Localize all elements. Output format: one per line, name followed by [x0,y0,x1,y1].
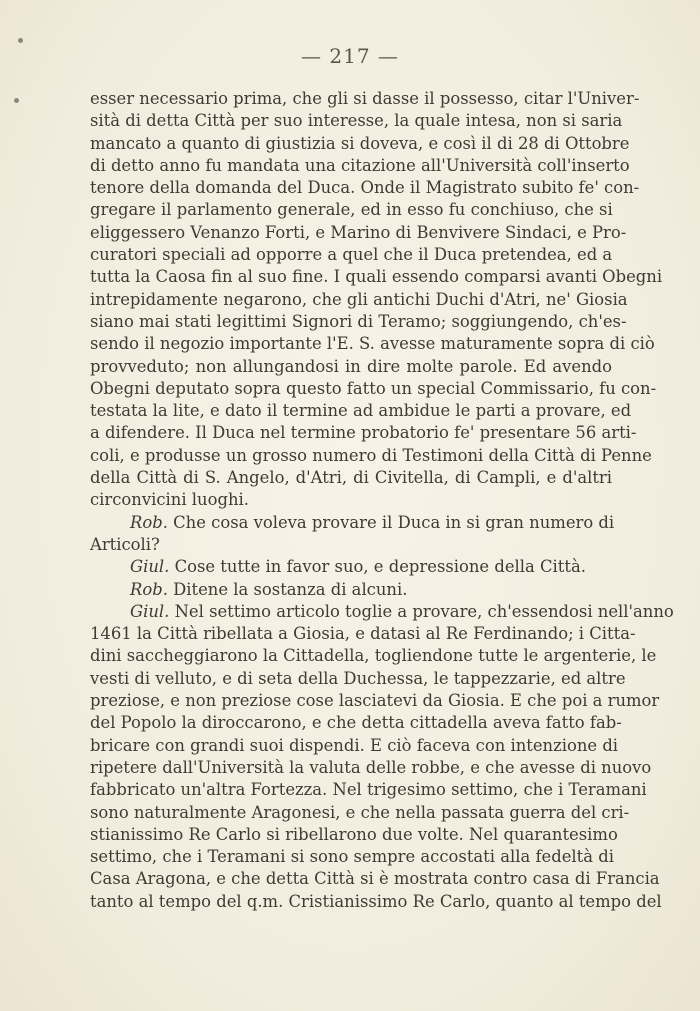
text-line [90,690,660,712]
line-text: Nel settimo articolo toglie a provare, ch'essendosi nell'anno [174,601,674,621]
text-line [90,868,660,890]
text-line [90,556,612,578]
text-line [90,289,628,311]
line-text: sità di detta Città per suo interesse, la quale intesa, non si saria [90,111,623,131]
line-text: ripetere dall'Università la valuta delle robbe, e che avesse di nuovo [90,757,652,777]
page-speck [18,38,23,43]
speaker-label: Giul. [130,601,170,621]
line-text: preziose, e non preziose cose lasciatevi da Giosia. E che poi a rumor [90,691,660,711]
text-line [90,735,619,757]
line-text: della Città di S. Angelo, d'Atri, di Civitella, di Campli, e d'altri [90,468,612,488]
speaker-label: Rob. [130,579,168,599]
line-text: provveduto; non allungandosi in dire molte parole. Ed avendo [90,356,612,376]
text-line [90,333,655,355]
line-text: Ditene la sostanza di alcuni. [173,579,408,599]
line-text: di detto anno fu mandata una citazione all'Università coll'inserto [90,155,630,175]
line-text: tutta la Caosa fin al suo fine. I quali essendo comparsi avanti Obegni [90,267,663,287]
text-line [90,601,674,623]
line-text: stianissimo Re Carlo si ribellarono due volte. Nel quarantesimo [90,824,618,844]
text-line [90,623,636,645]
text-line [90,244,612,266]
text-line [90,400,632,422]
text-line [90,846,612,868]
speaker-label: Rob. [130,512,168,532]
line-text: fabbricato un'altra Fortezza. Nel trigesimo settimo, che i Teramani [90,780,647,800]
speaker-label: Giul. [130,557,170,577]
line-text: vesti di velluto, e di seta della Duchessa, le tappezzarie, ed altre [90,668,626,688]
text-line [90,199,612,221]
text-line [90,88,640,110]
line-text: curatori speciali ad opporre a quel che il Duca pretendea, ed a [90,245,613,265]
text-line [90,534,612,556]
text-line [90,757,652,779]
text-line [90,177,640,199]
line-text: testata la lite, e dato il termine ad ambidue le parti a provare, ed [90,401,632,421]
line-text: coli, e produsse un grosso numero di Testimoni della Città di Penne [90,445,652,465]
line-text: bricare con grandi suoi dispendi. E ciò faceva con intenzione di [90,735,619,755]
line-text: gregare il parlamento generale, ed in esso fu conchiuso, che si [90,200,613,220]
line-text: Casa Aragona, e che detta Città si è mostrata contro casa di Francia [90,869,660,889]
line-text: dini saccheggiarono la Cittadella, togliendone tutte le argenterie, le [90,646,657,666]
text-line [90,579,612,601]
line-text: Cose tutte in favor suo, e depressione della Città. [174,557,586,577]
text-line [90,668,626,690]
line-text: eliggessero Venanzo Forti, e Marino di Benvivere Sindaci, e Pro- [90,222,627,242]
text-line [90,645,657,667]
line-text: siano mai stati legittimi Signori di Teramo; soggiungendo, ch'es- [90,311,627,331]
line-text: circonvicini luoghi. [90,490,249,510]
line-text: Obegni deputato sopra questo fatto un special Commissario, fu con- [90,378,657,398]
page-number: — 217 — [301,44,399,68]
text-line [90,891,662,913]
text-line [90,266,663,288]
line-text: intrepidamente negarono, che gli antichi Duchi d'Atri, ne' Giosia [90,289,628,309]
line-text: del Popolo la diroccarono, e che detta cittadella aveva fatto fab- [90,713,622,733]
text-line [90,155,630,177]
line-text: 1461 la Città ribellata a Giosia, e datasi al Re Ferdinando; i Citta- [90,624,636,644]
text-line [90,222,627,244]
line-text: tanto al tempo del q.m. Cristianissimo Re Carlo, quanto al tempo del [90,891,662,911]
text-line [90,445,652,467]
line-text: Che cosa voleva provare il Duca in si gran numero di [173,512,615,532]
text-line [90,378,657,400]
text-line [90,489,612,511]
line-text: settimo, che i Teramani si sono sempre accostati alla fedeltà di [90,847,614,867]
text-line [90,824,618,846]
text-line [90,512,615,534]
text-line [90,133,630,155]
text-line [90,779,647,801]
line-text: esser necessario prima, che gli si dasse il possesso, citar l'Univer- [90,89,640,108]
line-text: Articoli? [90,534,160,554]
text-line [90,802,630,824]
line-text: sendo il negozio importante l'E. S. avesse maturamente sopra di ciò [90,334,655,354]
body-text [90,88,674,913]
page-speck [14,98,19,103]
text-line [90,356,612,378]
text-line [90,311,627,333]
text-line [90,110,623,132]
line-text: sono naturalmente Aragonesi, e che nella passata guerra del cri- [90,802,630,822]
text-line [90,422,637,444]
line-text: a difendere. Il Duca nel termine probatorio fe' presentare 56 arti- [90,423,637,443]
line-text: mancato a quanto di giustizia si doveva, e così il di 28 di Ottobre [90,133,630,153]
text-line [90,712,622,734]
text-line [90,467,612,489]
line-text: tenore della domanda del Duca. Onde il Magistrato subito fe' con- [90,178,640,198]
